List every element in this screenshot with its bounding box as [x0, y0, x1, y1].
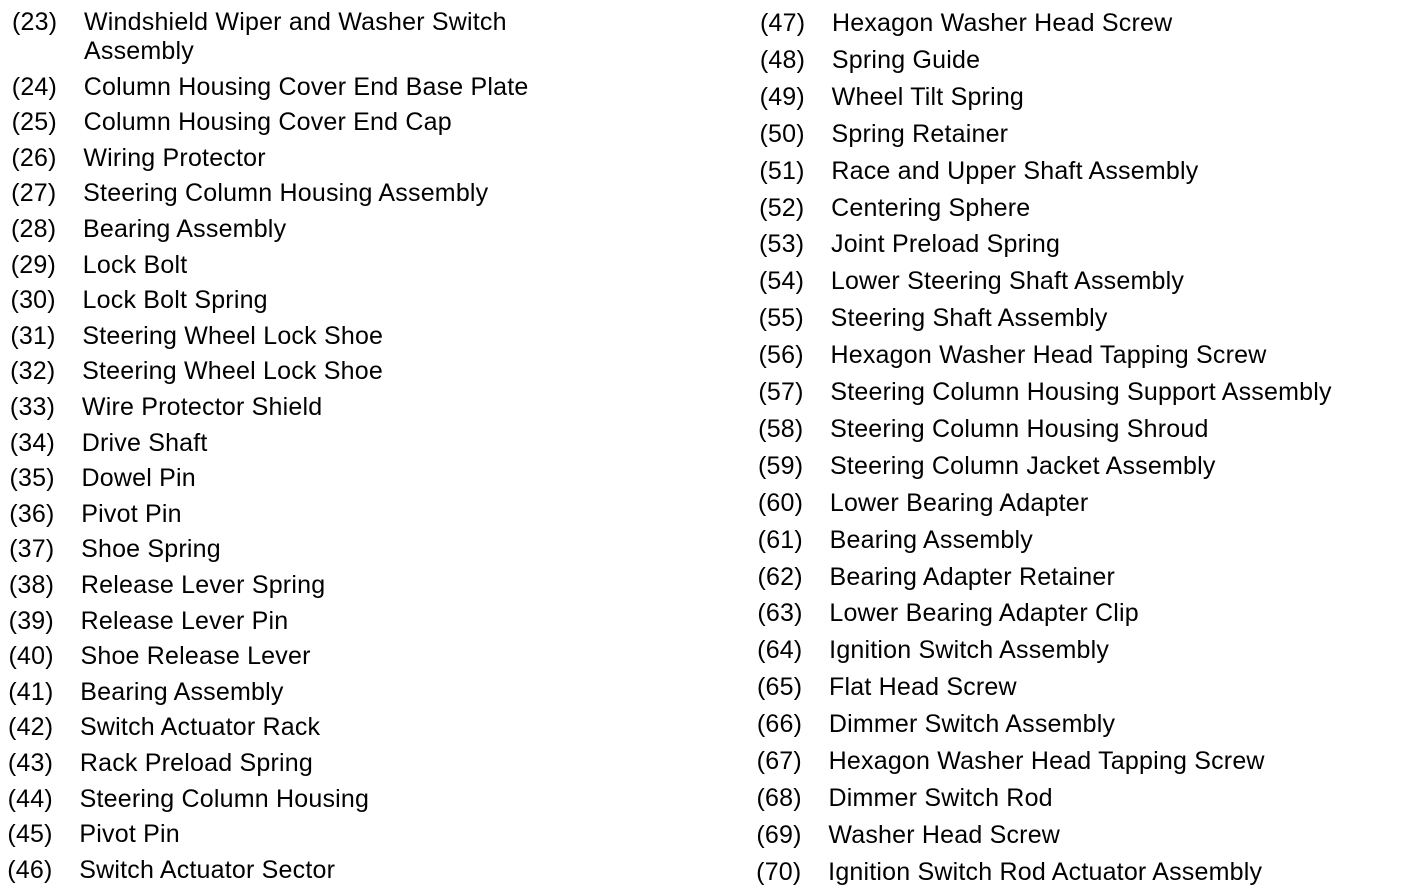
legend-item [7, 856, 335, 885]
legend-item [758, 526, 1033, 555]
legend-item-description: Steering Wheel Lock Shoe [82, 357, 383, 386]
legend-item-number: (51) [759, 156, 805, 185]
legend-item [12, 108, 452, 137]
legend-item [757, 747, 1265, 776]
legend-item-number: (37) [9, 535, 55, 564]
legend-item [760, 9, 1172, 38]
legend-item [9, 500, 181, 529]
legend-item-description: Dimmer Switch Assembly [828, 710, 1116, 739]
legend-item [8, 642, 310, 671]
legend-item-description: Pivot Pin [81, 499, 182, 528]
legend-item-number: (52) [759, 193, 805, 222]
legend-item-description: Steering Column Housing Assembly [83, 179, 489, 208]
legend-item [7, 820, 179, 849]
legend-item-description: Release Lever Spring [80, 571, 326, 599]
legend-item-description: Steering Shaft Assembly [830, 304, 1108, 333]
legend-item-number: (61) [757, 525, 803, 554]
legend-item-number: (27) [11, 179, 57, 208]
legend-item [11, 215, 286, 244]
legend-item-number: (66) [756, 710, 803, 739]
legend-item [758, 452, 1216, 481]
legend-item [760, 46, 980, 75]
legend-item [756, 821, 1060, 850]
legend-item-number: (23) [12, 8, 58, 36]
legend-item-number: (25) [11, 108, 57, 137]
legend-item-number: (45) [7, 820, 53, 849]
legend-item-description: Drive Shaft [81, 428, 208, 457]
legend-item-description: Lock Bolt [82, 250, 188, 279]
legend-item [11, 144, 265, 173]
legend-item-number: (44) [7, 784, 53, 813]
legend-item-description: Washer Head Screw [828, 820, 1061, 849]
legend-item-number: (30) [10, 286, 56, 315]
legend-item-number: (59) [758, 451, 804, 480]
legend-item-number: (34) [9, 428, 55, 457]
legend-item [757, 599, 1139, 628]
legend-item [9, 571, 325, 600]
legend-item-number: (68) [756, 783, 802, 812]
legend-item-description: Column Housing Cover End Cap [83, 108, 452, 137]
legend-item [759, 304, 1108, 333]
legend-item-description: Flat Head Screw [829, 673, 1017, 702]
legend-item-description: Steering Wheel Lock Shoe [82, 321, 384, 350]
legend-item [757, 784, 1053, 813]
legend-item-number: (47) [760, 9, 806, 37]
legend-item-number: (49) [759, 82, 805, 111]
legend-item-description: Wire Protector Shield [81, 393, 323, 421]
legend-item-number: (63) [757, 599, 803, 628]
legend-item-description: Steering Column Housing [79, 784, 370, 813]
legend-item [759, 194, 1030, 223]
legend-item-number: (54) [758, 267, 805, 296]
legend-item-number: (46) [7, 855, 53, 884]
legend-item-description: Release Lever Pin [80, 606, 289, 635]
legend-item [756, 858, 1262, 887]
legend-item-description: Shoe Spring [81, 535, 221, 564]
legend-item [11, 251, 188, 280]
legend-item-description: Column Housing Cover End Base Plate [83, 72, 529, 101]
legend-item [759, 157, 1198, 186]
legend-item-number: (70) [756, 857, 802, 886]
legend-item-number: (39) [8, 606, 54, 635]
legend-item-number: (57) [758, 378, 804, 406]
legend-item-number: (53) [759, 230, 805, 259]
legend-item-description: Joint Preload Spring [831, 230, 1061, 259]
legend-item-description: Dimmer Switch Rod [828, 783, 1053, 812]
legend-item-description: Wheel Tilt Spring [831, 82, 1025, 111]
legend-item-number: (64) [757, 636, 803, 665]
legend-item [9, 607, 289, 636]
legend-item [12, 8, 507, 66]
legend-item [758, 489, 1089, 518]
legend-item-description: Rack Preload Spring [79, 749, 313, 777]
legend-item [10, 357, 383, 386]
legend-item-description: Steering Column Housing Support Assembly [830, 378, 1332, 406]
legend-item [759, 267, 1184, 296]
legend-item-number: (43) [7, 749, 54, 777]
legend-item-number: (32) [10, 357, 56, 386]
legend-item [759, 341, 1267, 370]
legend-item [10, 429, 208, 458]
legend-item-description: Dowel Pin [81, 464, 196, 493]
legend-item-description: Hexagon Washer Head Screw [832, 9, 1173, 37]
legend-item-description: Ignition Switch Rod Actuator Assembly [828, 857, 1263, 886]
legend-item-description: Switch Actuator Sector [79, 855, 336, 884]
legend-item-number: (69) [756, 820, 802, 849]
legend-item-description: Lower Bearing Adapter Clip [829, 599, 1139, 628]
legend-item [8, 749, 313, 778]
legend-item-description: Bearing Assembly [80, 677, 284, 706]
legend-item-description: Lower Steering Shaft Assembly [830, 267, 1185, 296]
legend-item-number: (40) [8, 642, 54, 671]
legend-item [757, 673, 1017, 702]
legend-item [8, 678, 283, 707]
legend-item-number: (48) [759, 45, 806, 74]
legend-item-description: Steering Column Jacket Assembly [830, 451, 1216, 480]
legend-item-description: Hexagon Washer Head Tapping Screw [828, 747, 1265, 775]
legend-item-description: Spring Retainer [831, 119, 1009, 148]
legend-item [12, 73, 529, 102]
legend-item-number: (67) [756, 747, 802, 775]
legend-item-number: (60) [757, 488, 804, 517]
legend-item-number: (26) [11, 143, 57, 172]
legend-item-description: Wiring Protector [83, 143, 266, 172]
legend-item [9, 535, 221, 564]
legend-item-description: Bearing Assembly [829, 525, 1033, 554]
legend-item-number: (28) [10, 215, 57, 243]
legend-item-description: Pivot Pin [79, 820, 180, 849]
legend-item-description: Windshield Wiper and Washer Switch Assembly [84, 8, 507, 65]
legend-item-number: (24) [11, 72, 58, 101]
legend-item [757, 636, 1109, 665]
legend-item-description: Steering Column Housing Shroud [830, 414, 1209, 443]
legend-item [757, 710, 1115, 739]
legend-item-description: Lower Bearing Adapter [829, 488, 1089, 517]
legend-item-number: (38) [8, 571, 55, 599]
legend-item [11, 286, 268, 315]
legend-item-number: (58) [758, 414, 804, 443]
legend-item-description: Centering Sphere [831, 193, 1031, 222]
legend-item-description: Shoe Release Lever [80, 642, 311, 671]
legend-item-number: (41) [8, 677, 54, 706]
legend-item [758, 563, 1116, 592]
legend-item [11, 179, 488, 208]
legend-item-number: (33) [9, 393, 56, 421]
legend-item-number: (29) [10, 250, 57, 279]
legend-item [8, 713, 320, 742]
legend-item [760, 120, 1009, 149]
legend-item-number: (35) [9, 464, 55, 493]
legend-item-description: Lock Bolt Spring [82, 286, 268, 315]
legend-item [759, 230, 1060, 259]
legend-item [10, 322, 383, 351]
legend-item-number: (65) [757, 673, 803, 702]
legend-item [8, 785, 369, 814]
legend-item-description: Bearing Adapter Retainer [829, 562, 1116, 591]
legend-item-description: Spring Guide [831, 45, 981, 74]
legend-item-number: (62) [757, 562, 803, 591]
legend-item [760, 83, 1024, 112]
legend-item-description: Bearing Assembly [82, 215, 287, 243]
legend-item-description: Hexagon Washer Head Tapping Screw [830, 341, 1267, 370]
legend-item [10, 464, 196, 493]
legend-item [10, 393, 322, 422]
legend-item-description: Switch Actuator Rack [80, 713, 321, 742]
legend-item [758, 415, 1208, 444]
legend-item [758, 378, 1331, 407]
legend-item-number: (31) [10, 321, 56, 350]
legend-item-number: (42) [8, 713, 54, 742]
legend-item-description: Ignition Switch Assembly [829, 636, 1110, 665]
legend-item-description: Race and Upper Shaft Assembly [831, 156, 1199, 185]
legend-item-number: (36) [9, 499, 55, 528]
legend-item-number: (50) [759, 119, 805, 148]
legend-item-number: (55) [758, 304, 804, 333]
legend-item-number: (56) [758, 341, 804, 370]
